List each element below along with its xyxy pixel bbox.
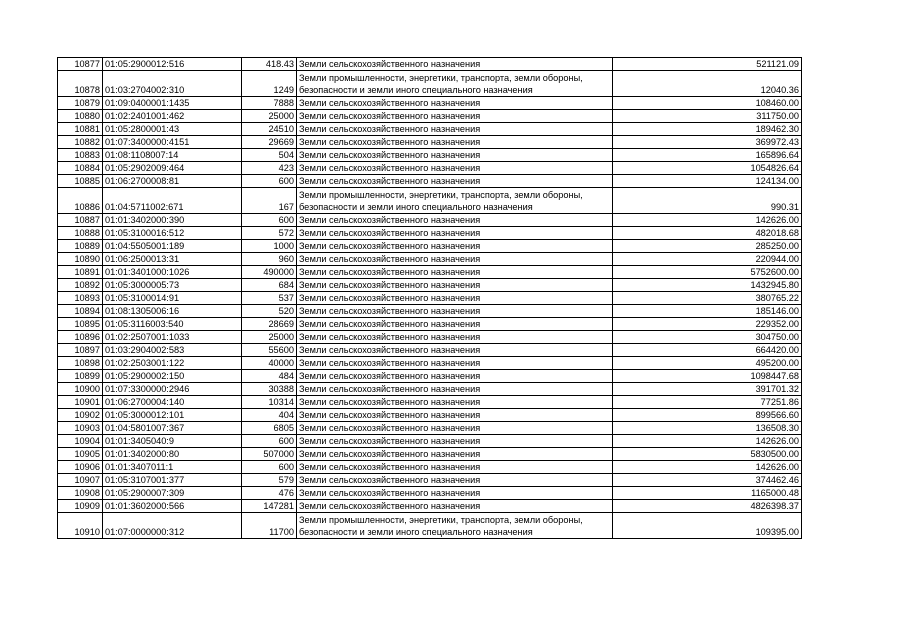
area-cell: 167 bbox=[242, 188, 297, 214]
cadastral-number-cell: 01:05:3000005:73 bbox=[103, 279, 242, 292]
cadastral-value-cell: 380765.22 bbox=[613, 292, 802, 305]
cadastral-value-cell: 142626.00 bbox=[613, 461, 802, 474]
row-number-cell: 10887 bbox=[58, 214, 103, 227]
area-cell: 600 bbox=[242, 175, 297, 188]
area-cell: 1000 bbox=[242, 240, 297, 253]
row-number-cell: 10879 bbox=[58, 97, 103, 110]
cadastral-number-cell: 01:05:2902009:464 bbox=[103, 162, 242, 175]
cadastral-value-cell: 109395.00 bbox=[613, 513, 802, 539]
area-cell: 28669 bbox=[242, 318, 297, 331]
cadastral-value-cell: 495200.00 bbox=[613, 357, 802, 370]
area-cell: 684 bbox=[242, 279, 297, 292]
table-row bbox=[58, 292, 802, 305]
area-cell: 423 bbox=[242, 162, 297, 175]
cadastral-value-cell: 899566.60 bbox=[613, 409, 802, 422]
land-category-cell: Земли сельскохозяйственного назначения bbox=[297, 448, 613, 461]
cadastral-value-cell: 77251.86 bbox=[613, 396, 802, 409]
table-row bbox=[58, 448, 802, 461]
row-number-cell: 10908 bbox=[58, 487, 103, 500]
area-cell: 476 bbox=[242, 487, 297, 500]
cadastral-value-cell: 142626.00 bbox=[613, 435, 802, 448]
area-cell: 600 bbox=[242, 214, 297, 227]
land-category-cell: Земли сельскохозяйственного назначения bbox=[297, 292, 613, 305]
table-row bbox=[58, 149, 802, 162]
row-number-cell: 10878 bbox=[58, 71, 103, 97]
row-number-cell: 10909 bbox=[58, 500, 103, 513]
land-category-cell: Земли сельскохозяйственного назначения bbox=[297, 136, 613, 149]
land-category-cell: Земли промышленности, энергетики, транспорта, земли обороны, безопасности и земли иного специального назначения bbox=[297, 71, 613, 97]
cadastral-number-cell: 01:07:3400000:4151 bbox=[103, 136, 242, 149]
row-number-cell: 10877 bbox=[58, 58, 103, 71]
land-category-cell: Земли сельскохозяйственного назначения bbox=[297, 435, 613, 448]
cadastral-value-cell: 1054826.64 bbox=[613, 162, 802, 175]
row-number-cell: 10910 bbox=[58, 513, 103, 539]
area-cell: 418.43 bbox=[242, 58, 297, 71]
area-cell: 960 bbox=[242, 253, 297, 266]
cadastral-value-cell: 1432945.80 bbox=[613, 279, 802, 292]
land-category-cell: Земли сельскохозяйственного назначения bbox=[297, 383, 613, 396]
cadastral-number-cell: 01:05:2900007:309 bbox=[103, 487, 242, 500]
row-number-cell: 10882 bbox=[58, 136, 103, 149]
cadastral-number-cell: 01:04:5801007:367 bbox=[103, 422, 242, 435]
row-number-cell: 10903 bbox=[58, 422, 103, 435]
area-cell: 55600 bbox=[242, 344, 297, 357]
cadastral-number-cell: 01:02:2401001:462 bbox=[103, 110, 242, 123]
cadastral-value-cell: 664420.00 bbox=[613, 344, 802, 357]
land-category-cell: Земли сельскохозяйственного назначения bbox=[297, 422, 613, 435]
area-cell: 7888 bbox=[242, 97, 297, 110]
land-category-cell: Земли сельскохозяйственного назначения bbox=[297, 97, 613, 110]
cadastral-number-cell: 01:01:3402000:390 bbox=[103, 214, 242, 227]
cadastral-number-cell: 01:01:3407011:1 bbox=[103, 461, 242, 474]
row-number-cell: 10896 bbox=[58, 331, 103, 344]
table-row bbox=[58, 214, 802, 227]
cadastral-value-cell: 5752600.00 bbox=[613, 266, 802, 279]
row-number-cell: 10897 bbox=[58, 344, 103, 357]
row-number-cell: 10898 bbox=[58, 357, 103, 370]
area-cell: 10314 bbox=[242, 396, 297, 409]
table-row bbox=[58, 461, 802, 474]
table-row bbox=[58, 110, 802, 123]
cadastral-number-cell: 01:04:5505001:189 bbox=[103, 240, 242, 253]
land-category-cell: Земли сельскохозяйственного назначения bbox=[297, 370, 613, 383]
land-category-cell: Земли сельскохозяйственного назначения bbox=[297, 58, 613, 71]
area-cell: 520 bbox=[242, 305, 297, 318]
cadastral-value-cell: 285250.00 bbox=[613, 240, 802, 253]
land-category-cell: Земли сельскохозяйственного назначения bbox=[297, 110, 613, 123]
table-row bbox=[58, 175, 802, 188]
land-plots-table-body bbox=[58, 58, 802, 539]
row-number-cell: 10890 bbox=[58, 253, 103, 266]
cadastral-number-cell: 01:05:2800001:43 bbox=[103, 123, 242, 136]
area-cell: 600 bbox=[242, 435, 297, 448]
row-number-cell: 10884 bbox=[58, 162, 103, 175]
cadastral-value-cell: 521121.09 bbox=[613, 58, 802, 71]
cadastral-number-cell: 01:06:2700008:81 bbox=[103, 175, 242, 188]
land-category-cell: Земли сельскохозяйственного назначения bbox=[297, 461, 613, 474]
table-row bbox=[58, 97, 802, 110]
table-row bbox=[58, 305, 802, 318]
land-category-cell: Земли сельскохозяйственного назначения bbox=[297, 149, 613, 162]
cadastral-number-cell: 01:07:0000000:312 bbox=[103, 513, 242, 539]
cadastral-number-cell: 01:01:3602000:566 bbox=[103, 500, 242, 513]
cadastral-number-cell: 01:05:3000012:101 bbox=[103, 409, 242, 422]
cadastral-value-cell: 304750.00 bbox=[613, 331, 802, 344]
cadastral-number-cell: 01:04:5711002:671 bbox=[103, 188, 242, 214]
table-row bbox=[58, 136, 802, 149]
cadastral-number-cell: 01:02:2503001:122 bbox=[103, 357, 242, 370]
cadastral-value-cell: 165896.64 bbox=[613, 149, 802, 162]
table-row bbox=[58, 279, 802, 292]
area-cell: 600 bbox=[242, 461, 297, 474]
land-category-cell: Земли сельскохозяйственного назначения bbox=[297, 279, 613, 292]
area-cell: 579 bbox=[242, 474, 297, 487]
cadastral-value-cell: 142626.00 bbox=[613, 214, 802, 227]
land-category-cell: Земли сельскохозяйственного назначения bbox=[297, 396, 613, 409]
land-category-cell: Земли сельскохозяйственного назначения bbox=[297, 318, 613, 331]
cadastral-number-cell: 01:05:3100014:91 bbox=[103, 292, 242, 305]
cadastral-number-cell: 01:01:3402000:80 bbox=[103, 448, 242, 461]
row-number-cell: 10880 bbox=[58, 110, 103, 123]
cadastral-value-cell: 108460.00 bbox=[613, 97, 802, 110]
table-row bbox=[58, 409, 802, 422]
table-row bbox=[58, 71, 802, 97]
table-row bbox=[58, 435, 802, 448]
cadastral-value-cell: 1098447.68 bbox=[613, 370, 802, 383]
table-row bbox=[58, 162, 802, 175]
table-row bbox=[58, 474, 802, 487]
cadastral-value-cell: 482018.68 bbox=[613, 227, 802, 240]
cadastral-number-cell: 01:05:2900002:150 bbox=[103, 370, 242, 383]
land-category-cell: Земли промышленности, энергетики, транспорта, земли обороны, безопасности и земли иного специального назначения bbox=[297, 188, 613, 214]
area-cell: 29669 bbox=[242, 136, 297, 149]
land-category-cell: Земли сельскохозяйственного назначения bbox=[297, 500, 613, 513]
cadastral-number-cell: 01:05:3100016:512 bbox=[103, 227, 242, 240]
area-cell: 1249 bbox=[242, 71, 297, 97]
cadastral-value-cell: 990.31 bbox=[613, 188, 802, 214]
row-number-cell: 10902 bbox=[58, 409, 103, 422]
row-number-cell: 10886 bbox=[58, 188, 103, 214]
row-number-cell: 10907 bbox=[58, 474, 103, 487]
cadastral-value-cell: 185146.00 bbox=[613, 305, 802, 318]
cadastral-number-cell: 01:05:2900012:516 bbox=[103, 58, 242, 71]
land-category-cell: Земли сельскохозяйственного назначения bbox=[297, 474, 613, 487]
cadastral-value-cell: 124134.00 bbox=[613, 175, 802, 188]
cadastral-number-cell: 01:03:2904002:583 bbox=[103, 344, 242, 357]
land-category-cell: Земли сельскохозяйственного назначения bbox=[297, 162, 613, 175]
land-category-cell: Земли сельскохозяйственного назначения bbox=[297, 305, 613, 318]
cadastral-value-cell: 311750.00 bbox=[613, 110, 802, 123]
land-category-cell: Земли промышленности, энергетики, транспорта, земли обороны, безопасности и земли иного специального назначения bbox=[297, 513, 613, 539]
land-category-cell: Земли сельскохозяйственного назначения bbox=[297, 227, 613, 240]
cadastral-value-cell: 369972.43 bbox=[613, 136, 802, 149]
area-cell: 537 bbox=[242, 292, 297, 305]
row-number-cell: 10885 bbox=[58, 175, 103, 188]
cadastral-number-cell: 01:05:3116003:540 bbox=[103, 318, 242, 331]
table-row bbox=[58, 188, 802, 214]
row-number-cell: 10894 bbox=[58, 305, 103, 318]
cadastral-value-cell: 374462.46 bbox=[613, 474, 802, 487]
table-row bbox=[58, 240, 802, 253]
row-number-cell: 10881 bbox=[58, 123, 103, 136]
area-cell: 404 bbox=[242, 409, 297, 422]
area-cell: 147281 bbox=[242, 500, 297, 513]
table-row bbox=[58, 266, 802, 279]
area-cell: 484 bbox=[242, 370, 297, 383]
land-category-cell: Земли сельскохозяйственного назначения bbox=[297, 331, 613, 344]
row-number-cell: 10891 bbox=[58, 266, 103, 279]
cadastral-value-cell: 391701.32 bbox=[613, 383, 802, 396]
table-row bbox=[58, 383, 802, 396]
row-number-cell: 10892 bbox=[58, 279, 103, 292]
cadastral-value-cell: 4826398.37 bbox=[613, 500, 802, 513]
cadastral-number-cell: 01:08:1305006:16 bbox=[103, 305, 242, 318]
table-row bbox=[58, 357, 802, 370]
table-row bbox=[58, 123, 802, 136]
row-number-cell: 10901 bbox=[58, 396, 103, 409]
cadastral-value-cell: 220944.00 bbox=[613, 253, 802, 266]
table-row bbox=[58, 331, 802, 344]
cadastral-number-cell: 01:01:3405040:9 bbox=[103, 435, 242, 448]
land-plots-table bbox=[57, 57, 802, 539]
table-row bbox=[58, 422, 802, 435]
land-category-cell: Земли сельскохозяйственного назначения bbox=[297, 123, 613, 136]
table-row bbox=[58, 500, 802, 513]
row-number-cell: 10883 bbox=[58, 149, 103, 162]
cadastral-value-cell: 5830500.00 bbox=[613, 448, 802, 461]
area-cell: 25000 bbox=[242, 331, 297, 344]
area-cell: 24510 bbox=[242, 123, 297, 136]
land-category-cell: Земли сельскохозяйственного назначения bbox=[297, 357, 613, 370]
cadastral-number-cell: 01:01:3401000:1026 bbox=[103, 266, 242, 279]
row-number-cell: 10889 bbox=[58, 240, 103, 253]
cadastral-number-cell: 01:08:1108007:14 bbox=[103, 149, 242, 162]
land-category-cell: Земли сельскохозяйственного назначения bbox=[297, 409, 613, 422]
cadastral-number-cell: 01:07:3300000:2946 bbox=[103, 383, 242, 396]
cadastral-value-cell: 229352.00 bbox=[613, 318, 802, 331]
row-number-cell: 10906 bbox=[58, 461, 103, 474]
cadastral-number-cell: 01:06:2700004:140 bbox=[103, 396, 242, 409]
cadastral-number-cell: 01:05:3107001:377 bbox=[103, 474, 242, 487]
row-number-cell: 10904 bbox=[58, 435, 103, 448]
cadastral-number-cell: 01:02:2507001:1033 bbox=[103, 331, 242, 344]
table-row bbox=[58, 487, 802, 500]
table-row bbox=[58, 58, 802, 71]
land-category-cell: Земли сельскохозяйственного назначения bbox=[297, 344, 613, 357]
row-number-cell: 10899 bbox=[58, 370, 103, 383]
table-row bbox=[58, 344, 802, 357]
area-cell: 490000 bbox=[242, 266, 297, 279]
cadastral-value-cell: 189462.30 bbox=[613, 123, 802, 136]
land-category-cell: Земли сельскохозяйственного назначения bbox=[297, 214, 613, 227]
area-cell: 11700 bbox=[242, 513, 297, 539]
area-cell: 25000 bbox=[242, 110, 297, 123]
area-cell: 40000 bbox=[242, 357, 297, 370]
area-cell: 6805 bbox=[242, 422, 297, 435]
area-cell: 30388 bbox=[242, 383, 297, 396]
cadastral-value-cell: 136508.30 bbox=[613, 422, 802, 435]
land-category-cell: Земли сельскохозяйственного назначения bbox=[297, 240, 613, 253]
table-row bbox=[58, 513, 802, 539]
land-category-cell: Земли сельскохозяйственного назначения bbox=[297, 175, 613, 188]
area-cell: 507000 bbox=[242, 448, 297, 461]
table-row bbox=[58, 227, 802, 240]
cadastral-number-cell: 01:09:0400001:1435 bbox=[103, 97, 242, 110]
cadastral-value-cell: 12040.36 bbox=[613, 71, 802, 97]
cadastral-number-cell: 01:03:2704002:310 bbox=[103, 71, 242, 97]
cadastral-number-cell: 01:06:2500013:31 bbox=[103, 253, 242, 266]
table-row bbox=[58, 253, 802, 266]
row-number-cell: 10888 bbox=[58, 227, 103, 240]
row-number-cell: 10893 bbox=[58, 292, 103, 305]
area-cell: 504 bbox=[242, 149, 297, 162]
land-category-cell: Земли сельскохозяйственного назначения bbox=[297, 266, 613, 279]
land-category-cell: Земли сельскохозяйственного назначения bbox=[297, 253, 613, 266]
table-row bbox=[58, 318, 802, 331]
row-number-cell: 10905 bbox=[58, 448, 103, 461]
land-category-cell: Земли сельскохозяйственного назначения bbox=[297, 487, 613, 500]
cadastral-value-cell: 1165000.48 bbox=[613, 487, 802, 500]
row-number-cell: 10900 bbox=[58, 383, 103, 396]
row-number-cell: 10895 bbox=[58, 318, 103, 331]
table-row bbox=[58, 396, 802, 409]
table-row bbox=[58, 370, 802, 383]
area-cell: 572 bbox=[242, 227, 297, 240]
